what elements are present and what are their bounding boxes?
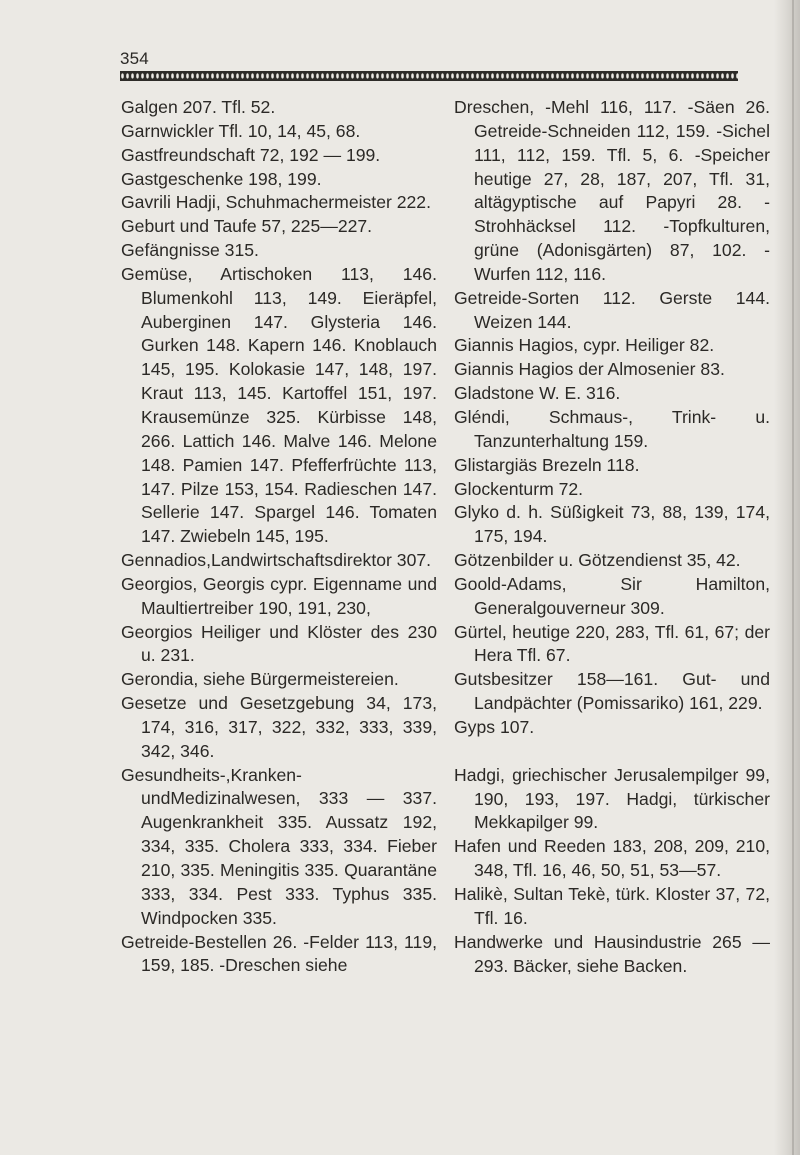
index-entry: Gastfreundschaft 72, 192 — 199.: [121, 144, 381, 165]
page-shadow: [774, 0, 800, 1155]
index-entry: Gastgeschenke 198, 199.: [121, 168, 322, 189]
index-column-left: [121, 96, 437, 978]
index-entry: Giannis Hagios der Almosenier 83.: [454, 359, 725, 380]
index-entry: Götzenbilder u. Götzendienst 35, 42.: [454, 550, 741, 571]
index-entry: Hafen und Reeden 183, 208, 209, 210, 348, Tfl. 16, 46, 50, 51, 53—57.: [454, 836, 770, 881]
index-entry: Gennadios,Landwirtschaftsdirektor 307.: [121, 550, 432, 571]
index-entry: Gavrili Hadji, Schuhmachermeister 222.: [121, 192, 431, 213]
index-entry: Gléndi, Schmaus-, Trink- u. Tanzunterhaltung 159.: [454, 406, 770, 451]
index-entry: Gürtel, heutige 220, 283, Tfl. 61, 67; der Hera Tfl. 67.: [454, 621, 770, 666]
index-entry: Gefängnisse 315.: [121, 240, 259, 261]
index-entry: Gerondia, siehe Bürgermeistereien.: [121, 669, 399, 690]
index-entry: Geburt und Taufe 57, 225—227.: [121, 216, 373, 237]
index-entry: Giannis Hagios, cypr. Heiliger 82.: [454, 335, 715, 356]
index-entry: Gemüse, Artischoken 113, 146. Blumenkohl 113, 149. Eieräpfel, Auberginen 147. Glysteria 146. Gurken 148. Kapern 146. Knoblauch 145, 195. Kolokasie 147, 148, 197. Kraut 113, 145. Kartoffel 151, 197. Krausemünze 325. Kürbisse 148, 266. Lattich 146. Malve 146. Melone 148. Pamien 147. Pfefferfrüchte 113, 147. Pilze 153, 154. Radieschen 147. Sellerie 147. Spargel 146. Tomaten 147. Zwiebeln 145, 195.: [121, 263, 437, 547]
index-entry: Goold-Adams, Sir Hamilton, Generalgouverneur 309.: [454, 573, 770, 618]
decorative-rule: [120, 71, 738, 81]
index-entry: Gladstone W. E. 316.: [454, 383, 621, 404]
page-number: 354: [120, 49, 149, 68]
index-entry: Halikè, Sultan Tekè, türk. Kloster 37, 72, Tfl. 16.: [454, 884, 770, 928]
index-entry: Gesundheits-,Kranken-undMedizinalwesen, 333 — 337. Augenkrankheit 335. Aussatz 192, 334, 335. Cholera 333, 334. Fieber 210, 335. Meningitis 335. Quarantäne 333, 334. Pest 333. Typhus 335. Windpocken 335.: [121, 764, 437, 928]
index-entry: Georgios Heiliger und Klöster des 230 u. 231.: [121, 621, 437, 666]
page-edge: [792, 0, 794, 1155]
index-entry: Glockenturm 72.: [454, 478, 584, 499]
index-entry: Georgios, Georgis cypr. Eigenname und Maultiertreiber 190, 191, 230,: [121, 573, 437, 618]
index-entry: Getreide-Bestellen 26. -Felder 113, 119, 159, 185. -Dreschen siehe: [121, 931, 437, 976]
index-entry: Gutsbesitzer 158—161. Gut- und Landpächter (Pomissariko) 161, 229.: [454, 669, 770, 714]
index-entry: Glyko d. h. Süßigkeit 73, 88, 139, 174, 175, 194.: [454, 502, 770, 547]
index-entry: Garnwickler Tfl. 10, 14, 45, 68.: [121, 120, 361, 141]
index-entry: Galgen 207. Tfl. 52.: [121, 97, 276, 117]
index-entry: Glistargiäs Brezeln 118.: [454, 454, 640, 475]
index-entry: Handwerke und Hausindustrie 265 —293. Bäcker, siehe Backen.: [454, 931, 770, 976]
index-entry: Hadgi, griechischer Jerusalempilger 99, 190, 193, 197. Hadgi, türkischer Mekkapilger 99.: [454, 764, 770, 833]
index-column-right: [454, 96, 770, 978]
index-entry: Gyps 107.: [454, 716, 535, 737]
index-entry: Gesetze und Gesetzgebung 34, 173, 174, 316, 317, 322, 332, 333, 339, 342, 346.: [121, 693, 437, 761]
index-entry: Dreschen, -Mehl 116, 117. -Säen 26. Getreide-Schneiden 112, 159. -Sichel 111, 112, 159. Tfl. 5, 6. -Speicher heutige 27, 28, 187, 207, Tfl. 31, altägyptische auf Papyri 28. -Strohhäcksel 112. -Topfkulturen, grüne (Adonisgärten) 87, 102. -Wurfen 112, 116.: [454, 97, 770, 284]
index-entry: Getreide-Sorten 112. Gerste 144. Weizen 144.: [454, 287, 770, 332]
